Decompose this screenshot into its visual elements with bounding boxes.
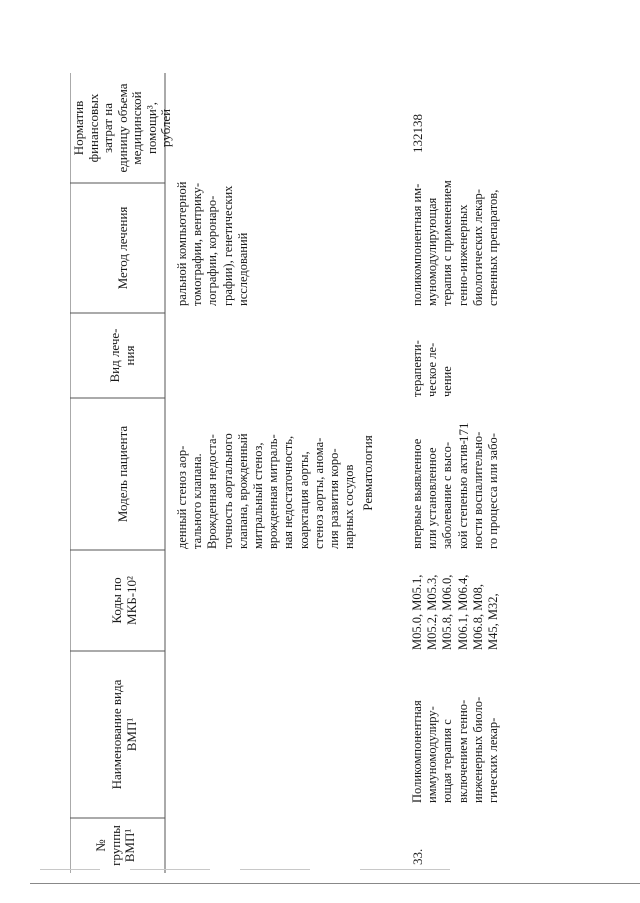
footer-dash-2 [130, 869, 210, 870]
row-treatment-method: поликомпонентная им- муномодулирующая терапия с применением генно-инженерных биологических лекар- ственных препаратов, [410, 180, 501, 306]
continuation-treatment-method: ральной компьютерной томографии, вентрику- лографии, коронаро- графии), генетических исследований [175, 181, 250, 306]
section-title: Ревматология [360, 435, 375, 511]
header-vmp-name: Наименование вида ВМП¹ [109, 679, 139, 790]
header-icd-codes: Коды по МКБ-10² [109, 576, 139, 625]
header-treatment-type: Вид лече- ния [107, 328, 137, 383]
footer-dash-3 [240, 869, 310, 870]
footer-line [30, 883, 640, 884]
header-patient-model: Модель пациента [115, 425, 130, 523]
row-treatment-type: терапевти- ческое ле- чение [410, 340, 455, 397]
row-financial-norm: 132138 [410, 114, 425, 153]
footer-dash-1 [40, 869, 100, 870]
header-financial-norm: Норматив финансовых затрат на единицу объема медицинской помощи³, рублей [71, 83, 173, 173]
row-patient-model: впервые выявленное или установленное заболевание с высо- кой степенью актив- ности воспалительно- го процесса или забо- [410, 431, 501, 549]
header-group-no: № группы ВМП¹ [93, 825, 137, 866]
row-group-no: 33. [410, 848, 425, 865]
row-icd-codes: M05.0, M05.1, M05.2, M05.3, M05.8, M06.0, M06.1, M06.4, M06.8, M08, M45, M32, [410, 574, 501, 650]
header-treatment-method: Метод лечения [115, 206, 130, 290]
continuation-patient-model: денный стеноз аор- тального клапана. Врожденная недоста- точность аортального клапана, врожденный митральный стеноз, врожденная митраль- ная недостаточность, коарктация аорты, стеноз аорты, анома- лия развития коро- нарных сосудов [175, 433, 357, 549]
page-number: 171 [456, 422, 471, 442]
footer-dash-4 [360, 869, 450, 870]
rotated-table [70, 73, 600, 873]
row-vmp-name: Поликомпонентная иммуномодулиру- ющая терапия с включением генно- инженерных биоло- гических лекар- [410, 696, 501, 803]
